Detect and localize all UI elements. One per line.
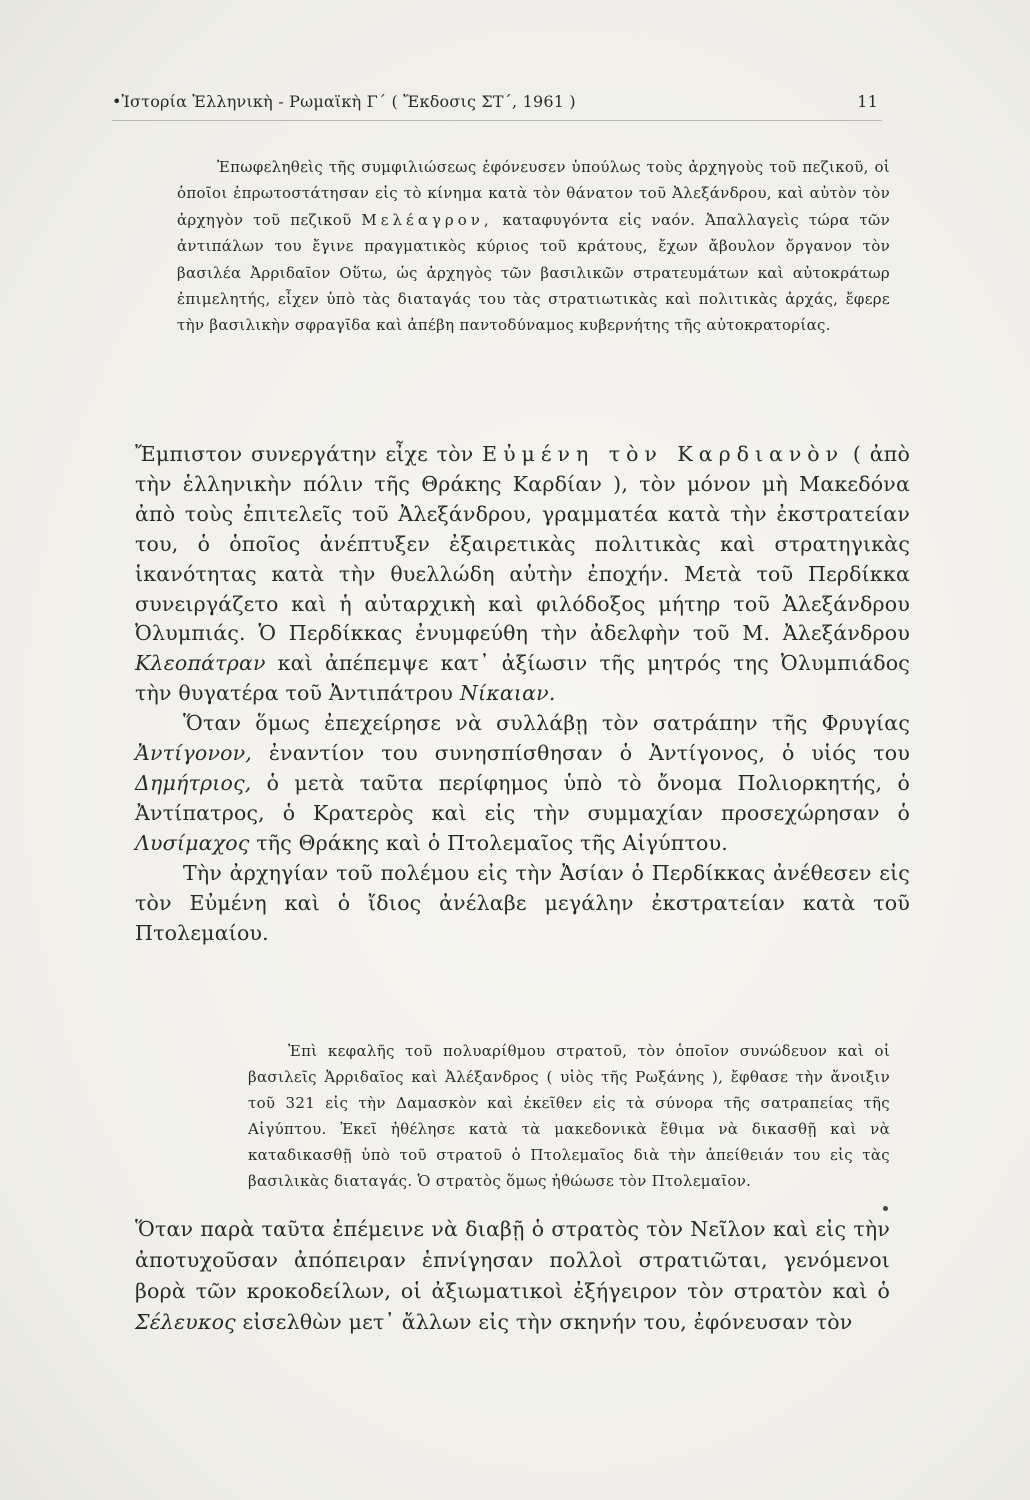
header-title: •Ἱστορία Ἑλληνικὴ - Ρωμαϊκὴ Γ΄ ( Ἔκδοσις ΣΤ΄, 1961 ) (112, 92, 576, 111)
name-nikaia: Νίκαιαν. (459, 681, 556, 706)
paragraph-damascus: Ἐπὶ κεφαλῆς τοῦ πολυαρίθμου στρατοῦ, τὸν ὁποῖον συνώδευον καὶ οἱ βασιλεῖς Ἀρριδαῖος καὶ Ἀλέξανδρος ( υἱὸς τῆς Ρωξάνης ), ἔφθασε τὴν ἄνοιξιν τοῦ 321 εἰς τὴν Δαμασκὸν καὶ ἐκεῖθεν εἰς τὰ σύνορα τῆς σατραπείας τῆς Αἰγύπτου. Ἐκεῖ ἠθέλησε κατὰ τὰ μακεδονικὰ ἔθιμα νὰ δικασθῇ καὶ νὰ καταδικασθῇ ὑπὸ τοῦ στρατοῦ ὁ Πτολεμαῖος διὰ τὴν ἀπείθειάν του εἰς τὰς βασιλικὰς διαταγάς. Ὁ στρατὸς ὅμως ἠθώωσε τὸν Πτολεμαῖον. (248, 1042, 890, 1190)
name-eumenes: Εὐμένη τὸν Καρδιανὸν (482, 442, 845, 466)
dot-mark (883, 1206, 888, 1211)
name-seleukos: Σέλευκος (135, 1310, 236, 1334)
name-meleagros: Μελέαγρον, (361, 210, 493, 229)
paragraph-coalition: Ὅταν ὅμως ἐπεχείρησε νὰ συλλάβῃ τὸν σατράπην τῆς Φρυγίας Ἀντίγονον, ἐναντίον του συνησπίσθησαν ὁ Ἀντίγονος, ὁ υἱός του Δημήτριος, ὁ μετὰ ταῦτα περίφημος ὑπὸ τὸ ὄνομα Πολιορκητής, ὁ Ἀντίπατρος, ὁ Κρατερὸς καὶ εἰς τὴν συμμαχίαν προσεχώρησαν ὁ Λυσίμαχος τῆς Θράκης καὶ ὁ Πτολεμαῖος τῆς Αἰγύπτου. (135, 711, 910, 855)
header-rule (112, 120, 882, 121)
page-number: 11 (857, 92, 878, 111)
small-print-passage (248, 1038, 890, 1194)
name-dimitrios: Δημήτριος, (135, 770, 252, 795)
main-text-lower (135, 1214, 890, 1338)
paragraph-nile: Ὅταν παρὰ ταῦτα ἐπέμεινε νὰ διαβῇ ὁ στρατὸς τὸν Νεῖλον καὶ εἰς τὴν ἀποτυχοῦσαν ἀπόπειραν ἐπνίγησαν πολλοὶ στρατιῶται, γενόμενοι βορὰ τῶν κροκοδείλων, οἱ ἀξιωματικοὶ ἐξήγειρον τὸν στρατὸν καὶ ὁ Σέλευκος εἰσελθὼν μετ᾿ ἄλλων εἰς τὴν σκηνήν του, ἐφόνευσαν τὸν (135, 1217, 890, 1334)
name-lysimachos: Λυσίμαχος (135, 830, 250, 855)
intro-paragraph (177, 154, 890, 339)
paragraph-eumenes: Ἔμπιστον συνεργάτην εἶχε τὸν Εὐμένη τὸν Καρδιανὸν ( ἀπὸ τὴν ἑλληνικὴν πόλιν τῆς Θράκης Καρδίαν ), τὸν μόνον μὴ Μακεδόνα ἀπὸ τοὺς ἐπιτελεῖς τοῦ Ἀλεξάνδρου, γραμματέα κατὰ τὴν ἐκστρατείαν του, ὁ ὁποῖος ἀνέπτυξεν ἐξαιρετικὰς πολιτικὰς καὶ στρατηγικὰς ἱκανότητας κατὰ τὴν θυελλώδη αὐτὴν ἐποχήν. Μετὰ τοῦ Περδίκκα συνειργάζετο καὶ ἡ αὐταρχικὴ καὶ φιλόδοξος μήτηρ τοῦ Ἀλεξάνδρου Ὀλυμπιάς. Ὁ Περδίκκας ἐνυμφεύθη τὴν ἀδελφὴν τοῦ Μ. Ἀλεξάνδρου Κλεοπάτραν καὶ ἀπέπεμψε κατ᾿ ἀξίωσιν τῆς μητρός της Ὀλυμπιάδος τὴν θυγατέρα τοῦ Ἀντιπάτρου Νίκαιαν. (135, 442, 910, 706)
paragraph-perdikkas-power: Ἐπωφεληθεὶς τῆς συμφιλιώσεως ἐφόνευσεν ὑπούλως τοὺς ἀρχηγοὺς τοῦ πεζικοῦ, οἱ ὁποῖοι ἐπρωτοστάτησαν εἰς τὸ κίνημα κατὰ τὸν θάνατον τοῦ Ἀλεξάνδρου, καὶ αὐτὸν τὸν ἀρχηγὸν τοῦ πεζικοῦ Μελέαγρον, καταφυγόντα εἰς ναόν. Ἀπαλλαγεὶς τώρα τῶν ἀντιπάλων του ἔγινε πραγματικὸς κύριος τοῦ κράτους, ἔχων ἄβουλον ὄργανον τὸν βασιλέα Ἀρριδαῖον Οὕτω, ὡς ἀρχηγὸς τῶν βασιλικῶν στρατευμάτων καὶ αὐτοκράτωρ ἐπιμελητής, εἶχεν ὑπὸ τὰς διαταγάς του τὰς στρατιωτικὰς καὶ πολιτικὰς ἀρχάς, ἔφερε τὴν βασιλικὴν σφραγῖδα καὶ ἀπέβη παντοδύναμος κυβερνήτης τῆς αὐτοκρατορίας. (177, 158, 890, 335)
main-text-upper (135, 440, 910, 948)
name-kleopatra: Κλεοπάτραν (135, 651, 266, 676)
running-header (112, 92, 882, 111)
paragraph-campaign: Τὴν ἀρχηγίαν τοῦ πολέμου εἰς τὴν Ἀσίαν ὁ Περδίκκας ἀνέθεσεν εἰς τὸν Εὐμένη καὶ ὁ ἴδιος ἀνέλαβε μεγάλην ἐκστρατείαν κατὰ τοῦ Πτολεμαίου. (135, 860, 910, 945)
name-antigonos: Ἀντίγονον, (135, 741, 253, 766)
